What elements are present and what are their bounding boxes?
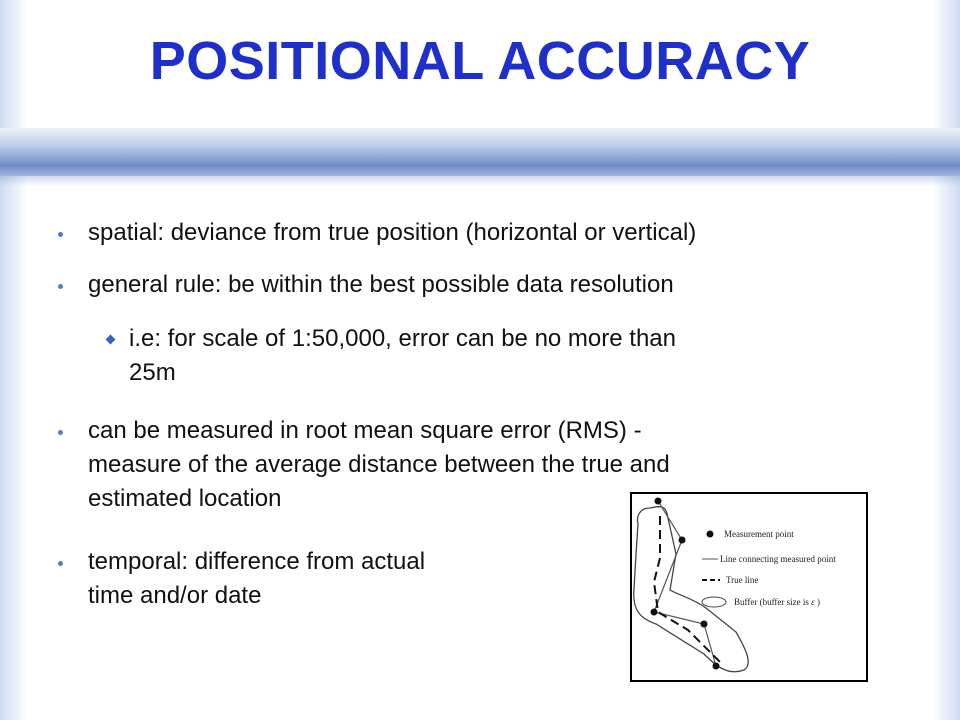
- legend-measurement-point: Measurement point: [724, 529, 794, 539]
- line-connecting-measured-points: [654, 501, 716, 666]
- bullet-temporal-line1: temporal: difference from actual: [88, 548, 426, 575]
- bullet-dot: [58, 430, 63, 435]
- legend-buffer-icon: [702, 597, 726, 607]
- true-line: [654, 516, 720, 662]
- bullet-temporal-line2: time and/or date: [88, 582, 262, 609]
- sub-bullet-scale-line1: i.e: for scale of 1:50,000, error can be no more than: [129, 325, 676, 352]
- measurement-point: [655, 498, 662, 505]
- legend-line-connecting: Line connecting measured point: [720, 554, 836, 564]
- bullet-rms-line2: measure of the average distance between the true and: [88, 451, 670, 478]
- measurement-point: [679, 537, 686, 544]
- measurement-point: [713, 663, 720, 670]
- bullet-rms-line1: can be measured in root mean square error (RMS) -: [88, 417, 642, 444]
- sub-bullet-scale-line2: 25m: [129, 359, 176, 386]
- bullet-spatial: spatial: deviance from true position (horizontal or vertical): [88, 219, 697, 246]
- measurement-point: [701, 621, 708, 628]
- diagram-svg: [632, 494, 866, 680]
- bullet-general-rule: general rule: be within the best possible data resolution: [88, 271, 674, 298]
- positional-accuracy-diagram: [630, 492, 868, 682]
- legend-point-icon: [707, 531, 714, 538]
- legend-buffer: Buffer (buffer size is ε ): [734, 597, 820, 607]
- bullet-dot: [58, 561, 63, 566]
- bullet-dot: [58, 284, 63, 289]
- bullet-rms-line3: estimated location: [88, 485, 282, 512]
- sub-bullet-diamond: [106, 335, 116, 345]
- measurement-point: [651, 609, 658, 616]
- bullet-dot: [58, 232, 63, 237]
- legend-true-line: True line: [726, 575, 759, 585]
- slide-title: POSITIONAL ACCURACY: [149, 31, 811, 91]
